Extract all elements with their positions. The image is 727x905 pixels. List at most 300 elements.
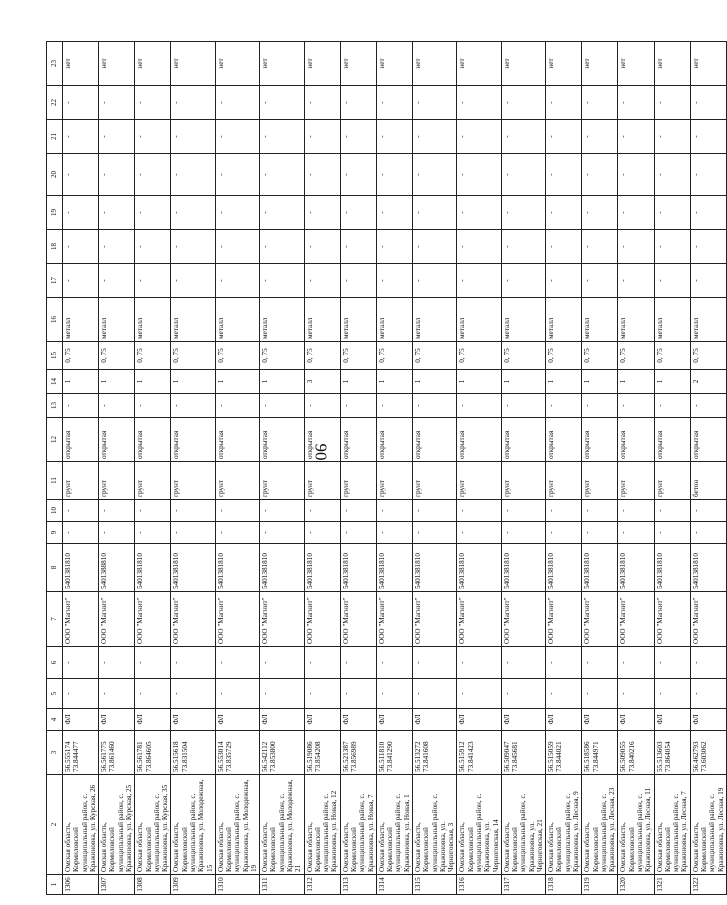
table-cell: нет (690, 42, 726, 86)
table-cell: нет (654, 42, 690, 86)
table-cell: - (457, 647, 501, 679)
table-cell: - (412, 196, 456, 230)
table-cell: 5401381810 (546, 544, 582, 592)
table-cell: 5401388810 (99, 544, 135, 592)
table-cell: 56.518586 73.844971 (582, 731, 618, 775)
table-cell: ФЛ (501, 709, 545, 731)
table-cell: - (412, 264, 456, 298)
table-cell: - (690, 394, 726, 418)
column-header: 15 (47, 342, 63, 370)
table-cell: - (340, 522, 376, 544)
table-cell: металл (618, 298, 654, 342)
table-cell: - (63, 86, 99, 120)
table-cell: - (654, 394, 690, 418)
table-cell: грунт (546, 462, 582, 500)
table-cell: - (99, 647, 135, 679)
table-cell: - (171, 86, 215, 120)
table-cell: 0, 75 (63, 342, 99, 370)
table-cell: - (340, 86, 376, 120)
table-cell: 5401381810 (340, 544, 376, 592)
table-cell: - (340, 500, 376, 522)
table-cell: - (171, 196, 215, 230)
table-cell: ООО "Магнит" (260, 592, 304, 647)
table-cell: - (376, 264, 412, 298)
table-cell: металл (215, 298, 259, 342)
table-cell: Омская область, Кормиловский муниципальный район, с. Кражиновка, ул. Черниговская, 14 (457, 775, 501, 875)
table-cell: - (340, 647, 376, 679)
table-cell: - (260, 679, 304, 709)
table-cell: открытая (412, 418, 456, 462)
table-cell: - (63, 230, 99, 264)
table-row (99, 42, 135, 895)
column-header: 17 (47, 264, 63, 298)
table-cell: открытая (63, 418, 99, 462)
table-cell: 5401381810 (457, 544, 501, 592)
table-cell: Омская область, Кормиловский муниципальный район, с. Кражиновка, ул. Лесная, 11 (618, 775, 654, 875)
table-cell: открытая (135, 418, 171, 462)
table-cell: - (582, 679, 618, 709)
table-cell: - (340, 394, 376, 418)
column-header: 19 (47, 196, 63, 230)
table-cell: грунт (260, 462, 304, 500)
table-cell: - (412, 647, 456, 679)
table-cell: грунт (304, 462, 340, 500)
table-cell: 56.561781 73.864605 (135, 731, 171, 775)
table-cell: - (501, 647, 545, 679)
table-cell: ФЛ (412, 709, 456, 731)
table-row (618, 42, 654, 895)
table-cell: - (215, 679, 259, 709)
table-cell: - (412, 679, 456, 709)
table-cell: - (546, 154, 582, 196)
table-cell: 1 (582, 370, 618, 394)
table-row (215, 42, 259, 895)
table-cell: - (304, 647, 340, 679)
table-cell: 56.555174 73.844477 (63, 731, 99, 775)
table-row (376, 42, 412, 895)
table-cell: металл (304, 298, 340, 342)
table-cell: - (582, 230, 618, 264)
table-cell: Омская область, Кормиловский муниципальный район, с. Кражиновка, ул. Курская, 26 (63, 775, 99, 875)
table-cell: - (654, 120, 690, 154)
table-cell: ФЛ (215, 709, 259, 731)
table-cell: - (171, 500, 215, 522)
table-cell: - (340, 264, 376, 298)
column-header: 20 (47, 154, 63, 196)
table-cell: открытая (501, 418, 545, 462)
table-cell: 56.542112 73.853800 (260, 731, 304, 775)
table-cell: 1316 (457, 875, 501, 895)
registry-table (46, 41, 727, 895)
table-cell: металл (376, 298, 412, 342)
table-cell: грунт (501, 462, 545, 500)
table-cell: - (457, 86, 501, 120)
table-cell: ООО "Магнит" (340, 592, 376, 647)
table-cell: - (260, 394, 304, 418)
table-cell: грунт (654, 462, 690, 500)
table-cell: 1311 (260, 875, 304, 895)
table-cell: 0, 75 (546, 342, 582, 370)
table-cell: - (304, 522, 340, 544)
table-cell: - (63, 500, 99, 522)
table-cell: открытая (304, 418, 340, 462)
table-cell: 1314 (376, 875, 412, 895)
column-header: 5 (47, 679, 63, 709)
table-cell: - (457, 500, 501, 522)
table-row (582, 42, 618, 895)
table-cell: открытая (582, 418, 618, 462)
table-cell: 0, 75 (260, 342, 304, 370)
table-cell: - (690, 647, 726, 679)
table-cell: 1313 (340, 875, 376, 895)
table-cell: - (260, 500, 304, 522)
table-cell: ФЛ (582, 709, 618, 731)
table-cell: - (457, 120, 501, 154)
table-cell: - (654, 154, 690, 196)
table-cell: металл (135, 298, 171, 342)
table-cell: 0, 75 (501, 342, 545, 370)
table-row (63, 42, 99, 895)
table-cell: ФЛ (546, 709, 582, 731)
table-cell: - (654, 679, 690, 709)
table-cell: нет (63, 42, 99, 86)
table-cell: - (171, 679, 215, 709)
table-cell: - (340, 120, 376, 154)
table-cell: - (618, 120, 654, 154)
table-cell: ООО "Магнит" (654, 592, 690, 647)
table-cell: - (582, 120, 618, 154)
table-cell: - (618, 394, 654, 418)
table-cell: нет (412, 42, 456, 86)
table-cell: 0, 75 (654, 342, 690, 370)
table-cell: 0, 75 (99, 342, 135, 370)
table-cell: - (618, 196, 654, 230)
table-cell: - (618, 522, 654, 544)
table-cell: - (412, 120, 456, 154)
table-cell: - (582, 196, 618, 230)
table-cell: 1309 (171, 875, 215, 895)
table-cell: - (340, 679, 376, 709)
table-cell: нет (260, 42, 304, 86)
table-cell: - (99, 679, 135, 709)
table-cell: - (457, 154, 501, 196)
column-header: 3 (47, 731, 63, 775)
table-row (654, 42, 690, 895)
table-cell: - (618, 86, 654, 120)
column-header: 14 (47, 370, 63, 394)
table-cell: 1 (618, 370, 654, 394)
table-cell: металл (340, 298, 376, 342)
table-cell: Омская область, Кормиловский муниципальный район, с. Кражиновка, ул. Молодежная, 19 (215, 775, 259, 875)
column-header: 7 (47, 592, 63, 647)
table-cell: ФЛ (654, 709, 690, 731)
table-cell: - (304, 120, 340, 154)
table-cell: Омская область, Кормиловский муниципальный район, с. Кражиновка, ул. Лесная, 23 (582, 775, 618, 875)
table-cell: - (654, 264, 690, 298)
table-cell: металл (690, 298, 726, 342)
table-cell: - (135, 647, 171, 679)
table-cell: 0, 75 (215, 342, 259, 370)
table-cell: - (457, 196, 501, 230)
table-cell: ФЛ (304, 709, 340, 731)
table-cell: - (546, 230, 582, 264)
table-cell: - (376, 154, 412, 196)
table-row (412, 42, 456, 895)
table-cell: 56.515059 73.844021 (546, 731, 582, 775)
table-cell: нет (376, 42, 412, 86)
table-cell: - (618, 679, 654, 709)
table-cell: ООО "Магнит" (457, 592, 501, 647)
table-cell: - (63, 154, 99, 196)
table-cell: - (215, 647, 259, 679)
table-cell: - (412, 500, 456, 522)
table-cell: - (501, 120, 545, 154)
table-cell: металл (63, 298, 99, 342)
table-cell: - (582, 86, 618, 120)
table-cell: открытая (376, 418, 412, 462)
table-cell: 56.509047 73.845681 (501, 731, 545, 775)
table-cell: - (376, 196, 412, 230)
table-cell: металл (457, 298, 501, 342)
table-cell: открытая (340, 418, 376, 462)
table-cell: открытая (260, 418, 304, 462)
table-cell: Омская область, Кормиловский муниципальный район, с. Кражиновка, ул. Лесная, 7 (654, 775, 690, 875)
table-cell: - (99, 522, 135, 544)
page-number: 90 (311, 443, 330, 461)
table-cell: - (654, 647, 690, 679)
table-cell: - (457, 394, 501, 418)
table-cell: 0, 75 (690, 342, 726, 370)
table-cell: нет (618, 42, 654, 86)
table-cell: - (260, 522, 304, 544)
table-cell: - (99, 196, 135, 230)
table-cell: 5401381810 (501, 544, 545, 592)
table-cell: 5401381810 (412, 544, 456, 592)
table-cell: 5401381810 (304, 544, 340, 592)
table-cell: 55.513603 73.864054 (654, 731, 690, 775)
table-cell: - (260, 647, 304, 679)
table-cell: грунт (376, 462, 412, 500)
table-cell: - (690, 86, 726, 120)
table-cell: - (63, 196, 99, 230)
table-cell: - (215, 154, 259, 196)
table-cell: ООО "Магнит" (171, 592, 215, 647)
column-header: 16 (47, 298, 63, 342)
table-cell: нет (215, 42, 259, 86)
table-cell: 1 (546, 370, 582, 394)
table-cell: Омская область, Кормиловский муниципальный район, с. Кражиновка, ул. Молодежная, 15 (171, 775, 215, 875)
table-cell: грунт (457, 462, 501, 500)
table-cell: открытая (215, 418, 259, 462)
table-cell: ООО "Магнит" (546, 592, 582, 647)
table-cell: нет (171, 42, 215, 86)
table-cell: грунт (63, 462, 99, 500)
table-cell: - (690, 500, 726, 522)
table-cell: - (99, 394, 135, 418)
table-cell: - (304, 264, 340, 298)
table-cell: металл (546, 298, 582, 342)
table-cell: 1308 (135, 875, 171, 895)
table-cell: металл (654, 298, 690, 342)
column-header: 11 (47, 462, 63, 500)
table-cell: металл (99, 298, 135, 342)
table-cell: - (546, 120, 582, 154)
table-cell: - (135, 120, 171, 154)
table-cell: - (215, 196, 259, 230)
table-cell: Омская область, Кормиловский муниципальный район, с. Кражиновка, ул. Черниговская, 21 (501, 775, 545, 875)
table-cell: 1310 (215, 875, 259, 895)
table-cell: - (376, 500, 412, 522)
table-cell: - (654, 86, 690, 120)
table-cell: - (501, 86, 545, 120)
table-cell: 5401381810 (135, 544, 171, 592)
table-cell: - (501, 264, 545, 298)
table-cell: - (546, 500, 582, 522)
table-row (260, 42, 304, 895)
table-cell: открытая (618, 418, 654, 462)
table-cell: ФЛ (260, 709, 304, 731)
table-cell: 1 (215, 370, 259, 394)
table-cell: 0, 75 (457, 342, 501, 370)
table-cell: - (690, 679, 726, 709)
table-cell: - (546, 394, 582, 418)
table-cell: ООО "Магнит" (618, 592, 654, 647)
table-cell: - (135, 394, 171, 418)
table-cell: - (304, 86, 340, 120)
table-cell: 56.462793 73.603062 (690, 731, 726, 775)
table-cell: - (135, 500, 171, 522)
table-cell: ФЛ (690, 709, 726, 731)
table-cell: 3 (304, 370, 340, 394)
table-cell: 0, 75 (171, 342, 215, 370)
table-cell: - (690, 230, 726, 264)
table-cell: 1321 (654, 875, 690, 895)
table-cell: - (457, 679, 501, 709)
table-cell: - (501, 196, 545, 230)
table-cell: 0, 75 (135, 342, 171, 370)
table-cell: 1315 (412, 875, 456, 895)
table-cell: - (99, 154, 135, 196)
table-cell: - (618, 647, 654, 679)
table-cell: - (546, 679, 582, 709)
table-cell: - (501, 230, 545, 264)
table-cell: - (340, 230, 376, 264)
table-cell: 56.509055 73.840216 (618, 731, 654, 775)
table-cell: - (376, 647, 412, 679)
table-cell: - (171, 647, 215, 679)
table-cell: - (135, 154, 171, 196)
table-cell: - (260, 154, 304, 196)
table-cell: - (260, 86, 304, 120)
table-cell: 1318 (546, 875, 582, 895)
table-cell: ФЛ (135, 709, 171, 731)
table-row (501, 42, 545, 895)
table-cell: - (457, 522, 501, 544)
table-cell: - (304, 154, 340, 196)
table-cell: - (582, 647, 618, 679)
table-cell: 0, 75 (376, 342, 412, 370)
table-cell: - (690, 154, 726, 196)
table-cell: открытая (654, 418, 690, 462)
table-cell: 56.553014 73.835729 (215, 731, 259, 775)
table-cell: - (412, 394, 456, 418)
table-cell: металл (171, 298, 215, 342)
column-header: 23 (47, 42, 63, 86)
table-cell: 5401381810 (260, 544, 304, 592)
table-cell: грунт (582, 462, 618, 500)
table-cell: ООО "Магнит" (690, 592, 726, 647)
table-cell: Омская область, Кормиловский муниципальный район, с. Кражиновка, ул. Лесная, 9 (546, 775, 582, 875)
table-cell: - (215, 522, 259, 544)
table-cell: Омская область, Кормиловский муниципальный район, с. Кражиновка, ул. Лесная, 19 (690, 775, 726, 875)
table-cell: 1 (457, 370, 501, 394)
table-cell: - (260, 120, 304, 154)
table-cell: - (376, 679, 412, 709)
table-cell: Омская область, Кормиловский муниципальный район, с. Кражиновка, ул. Новая, 1 (376, 775, 412, 875)
table-cell: ООО "Магнит" (99, 592, 135, 647)
table-cell: - (171, 394, 215, 418)
table-cell: - (260, 230, 304, 264)
table-cell: - (546, 86, 582, 120)
table-cell: - (63, 394, 99, 418)
table-cell: нет (135, 42, 171, 86)
table-cell: Омская область, Кормиловский муниципальный район, с. Кражиновка, ул. Черниговская, 3 (412, 775, 456, 875)
column-header: 1 (47, 875, 63, 895)
table-cell: ООО "Магнит" (63, 592, 99, 647)
table-cell: грунт (215, 462, 259, 500)
table-cell: - (690, 522, 726, 544)
table-cell: 5401381810 (215, 544, 259, 592)
table-cell: 2 (690, 370, 726, 394)
table-cell: - (304, 196, 340, 230)
column-header: 2 (47, 775, 63, 875)
table-cell: - (260, 264, 304, 298)
table-cell: - (63, 264, 99, 298)
table-cell: - (215, 86, 259, 120)
table-cell: - (63, 522, 99, 544)
table-cell: 1307 (99, 875, 135, 895)
table-row (135, 42, 171, 895)
table-cell: 1 (412, 370, 456, 394)
table-cell: 5401381810 (171, 544, 215, 592)
table-cell: - (457, 230, 501, 264)
table-cell: нет (304, 42, 340, 86)
table-cell: 1312 (304, 875, 340, 895)
table-cell: ФЛ (63, 709, 99, 731)
table-cell: - (690, 264, 726, 298)
table-cell: 0, 75 (340, 342, 376, 370)
table-cell: - (501, 154, 545, 196)
table-cell: - (63, 120, 99, 154)
table-cell: - (99, 264, 135, 298)
table-cell: - (582, 264, 618, 298)
table-cell: - (215, 394, 259, 418)
table-cell: 0, 75 (582, 342, 618, 370)
table-cell: - (690, 196, 726, 230)
table-cell: грунт (340, 462, 376, 500)
table-cell: грунт (618, 462, 654, 500)
table-cell: 5401381810 (63, 544, 99, 592)
table-cell: нет (582, 42, 618, 86)
table-cell: - (260, 196, 304, 230)
table-cell: 1 (340, 370, 376, 394)
table-row (340, 42, 376, 895)
table-cell: металл (412, 298, 456, 342)
table-cell: 1 (99, 370, 135, 394)
table-cell: 5401381810 (376, 544, 412, 592)
table-cell: Омская область, Кормиловский муниципальный район, с. Кражиновка, ул. Курская, 35 (135, 775, 171, 875)
table-cell: ООО "Магнит" (376, 592, 412, 647)
